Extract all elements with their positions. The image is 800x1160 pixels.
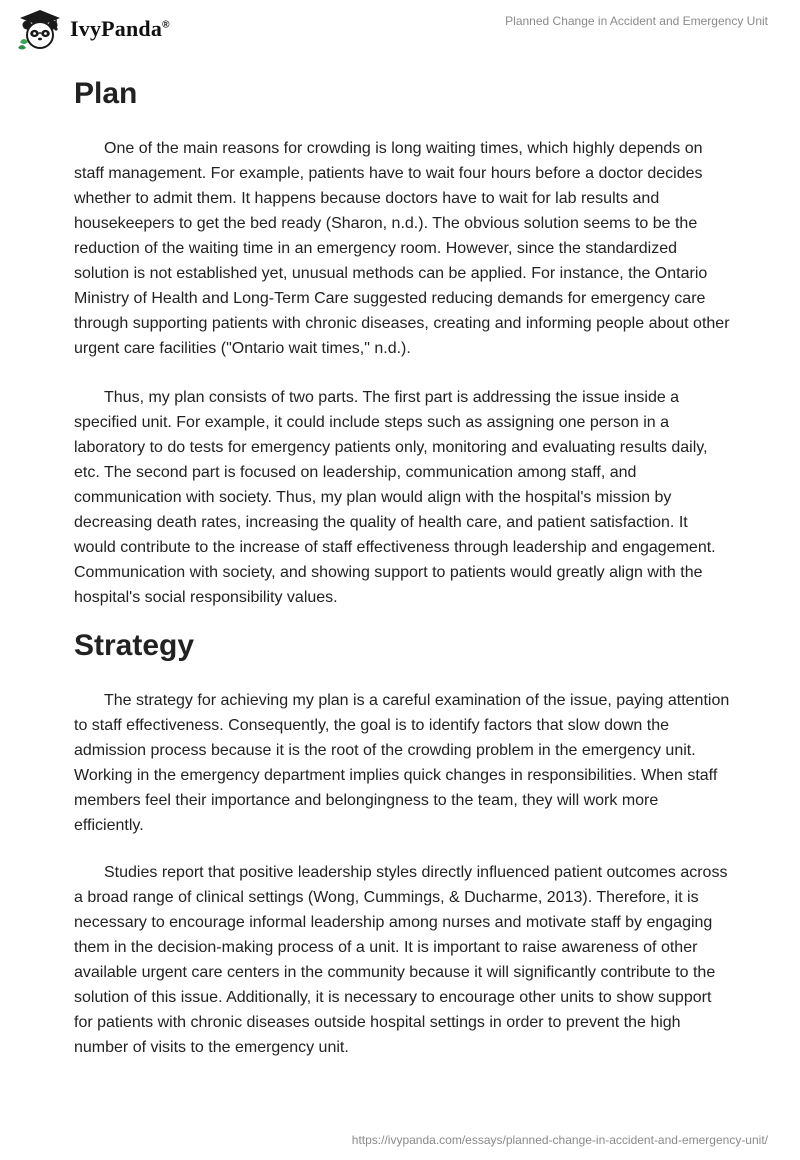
essay-content [74, 68, 730, 1060]
brand-name: IvyPanda® [70, 16, 170, 41]
source-url[interactable]: https://ivypanda.com/essays/planned-change-in-accident-and-emergency-unit/ [351, 1133, 768, 1147]
panda-logo-icon [16, 8, 64, 50]
paragraph: The strategy for achieving my plan is a careful examination of the issue, paying attention to staff effectiveness. Consequently, the goal is to identify factors that slow down the admission process because it is the root of the crowding problem in the emergency unit. Working in the emergency department implies quick changes in responsibilities. When staff members feel their importance and belongingness to the team, they will work more efficiently. [74, 692, 730, 834]
paragraph: One of the main reasons for crowding is long waiting times, which highly depends on staff management. For example, patients have to wait four hours before a doctor decides whether to admit them. It happens because doctors have to wait for lab results and housekeepers to get the bed ready (Sharon, n.d.). The obvious solution seems to be the reduction of the waiting time in an emergency room. However, since the standardized solution is not established yet, unusual methods can be applied. For instance, the Ontario Ministry of Health and Long-Term Care suggested reducing demands for emergency care through supporting patients with chronic diseases, creating and informing people about other urgent care facilities ("Ontario wait times," n.d.). [74, 140, 730, 357]
paragraph: Thus, my plan consists of two parts. The first part is addressing the issue inside a specified unit. For example, it could include steps such as assigning one person in a laboratory to do tests for emergency patients only, monitoring and evaluating results daily, etc. The second part is focused on leadership, communication among staff, and communication with society. Thus, my plan would align with the hospital's mission by decreasing death rates, increasing the quality of health care, and patient satisfaction. It would contribute to the increase of staff effectiveness through leadership and engagement. Communication with society, and showing support to patients would greatly align with the hospital's social responsibility values. [74, 389, 716, 606]
section-heading-strategy: Strategy [74, 629, 195, 662]
document-title: Planned Change in Accident and Emergency Unit [505, 14, 768, 28]
page-header [0, 0, 800, 64]
ivypanda-logo[interactable] [16, 8, 170, 50]
section-heading-plan: Plan [74, 77, 138, 110]
paragraph: Studies report that positive leadership styles directly influenced patient outcomes across a broad range of clinical settings (Wong, Cummings, & Ducharme, 2013). Therefore, it is necessary to encourage informal leadership among nurses and motivate staff by engaging them in the decision-making process of a unit. It is important to raise awareness of other available urgent care centers in the community because it will significantly contribute to the solution of this issue. Additionally, it is necessary to encourage other units to show support for patients with chronic diseases outside hospital settings in order to prevent the high number of visits to the emergency unit. [74, 864, 728, 1056]
